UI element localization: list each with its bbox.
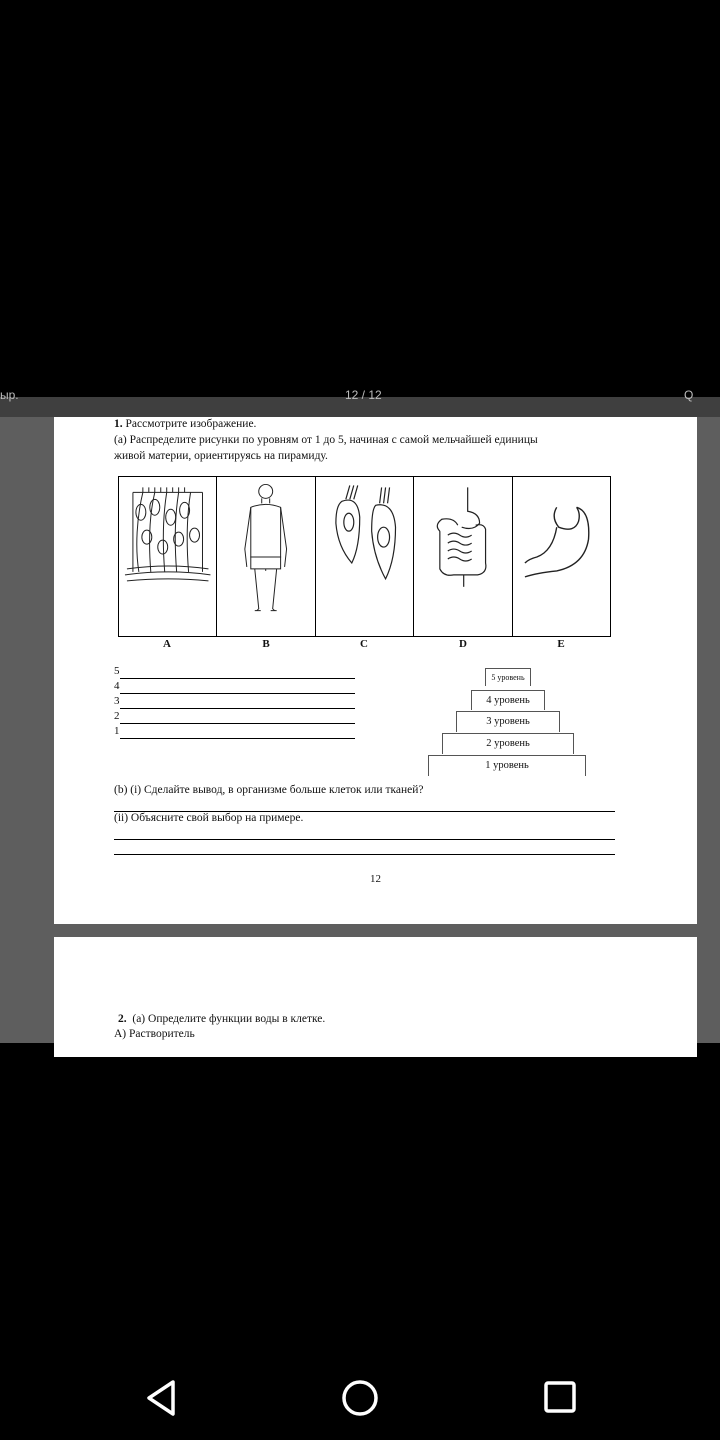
figure-c-cells [316,477,414,636]
answer-line-b-ii-2 [114,840,615,855]
answer-line-2 [120,710,355,724]
figure-strip [118,476,611,637]
pyramid-level-2: 2 уровень [442,733,574,754]
pyramid-level-5: 5 уровень [485,668,531,686]
digestive-drawing [414,477,511,636]
figure-label-a: A [163,638,171,650]
figure-d-digestive-system [414,477,512,636]
task-1-text: Рассмотрите изображение. [125,418,257,430]
toolbar-title-fragment: ыр. [0,388,19,402]
stomach-drawing [513,477,610,636]
task-2-text: (a) Определите функции воды в клетке. [132,1013,326,1025]
task-2-title [118,1012,325,1027]
part-b-ii-question: (ii) Объясните свой выбор на примере. [114,812,304,824]
task-2-number: 2. [118,1013,127,1025]
figure-b-human-organism [217,477,315,636]
document-page-12 [54,417,697,924]
document-page-next [54,937,697,1057]
task-1-title [114,417,256,432]
pdf-viewer[interactable] [0,388,720,1043]
recents-icon[interactable] [542,1372,578,1424]
answer-line-5 [120,665,355,679]
toolbar-search-icon[interactable]: Q [684,388,694,402]
pyramid-level-4: 4 уровень [471,690,545,710]
answer-line-3 [120,695,355,709]
answer-line-b-ii-1 [114,825,615,840]
viewer-toolbar [0,388,720,417]
figure-label-b: B [262,638,270,650]
answer-line-4 [120,680,355,694]
part-b-i-question: (b) (i) Сделайте вывод, в организме больше клеток или тканей? [114,784,424,796]
answer-number-2: 2 [114,710,120,722]
cells-drawing [316,477,413,636]
pyramid-level-1: 1 уровень [428,755,586,776]
figure-label-e: E [557,638,565,650]
answer-line-b-i [114,797,615,812]
home-icon[interactable] [340,1372,380,1424]
task-1-number: 1. [114,418,123,430]
figure-a-epithelial-tissue [119,477,217,636]
answer-number-1: 1 [114,725,120,737]
pyramid-level-3: 3 уровень [456,711,560,732]
back-icon[interactable] [143,1372,179,1424]
toolbar-page-indicator: 12 / 12 [345,388,382,402]
part-a-line-2: живой материи, ориентируясь на пирамиду. [114,450,328,462]
human-drawing [217,477,314,636]
part-a-line-1: (a) Распределите рисунки по уровням от 1 до 5, начиная с самой мельчайшей единицы [114,434,538,446]
figure-label-d: D [459,638,467,650]
figure-label-c: C [360,638,368,650]
page-number: 12 [370,873,381,885]
figure-e-stomach [513,477,610,636]
answer-number-3: 3 [114,695,120,707]
answer-number-4: 4 [114,680,120,692]
answer-line-1 [120,725,355,739]
answer-number-5: 5 [114,665,120,677]
task-2-option-a: A) Растворитель [114,1028,195,1040]
tissue-drawing [119,477,216,636]
